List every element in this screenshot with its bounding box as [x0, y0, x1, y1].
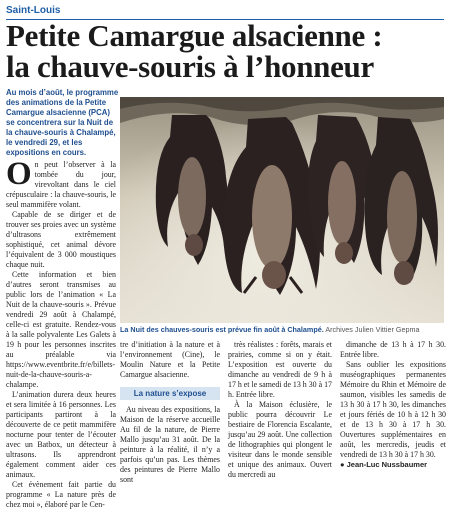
drop-cap: O: [6, 156, 32, 192]
section-label: Saint-Louis: [6, 5, 61, 16]
paragraph-1: [6, 156, 116, 210]
paragraph-10: dimanche de 13 h à 17 h 30. Entrée libre.: [340, 340, 446, 359]
paragraph-2: Capable de se diriger et de trouver ses proies avec un système d’ultrasons extrêmement sophistiqué, cet animal dévore l’équivalent de 3 000 moustiques chaque nuit.: [6, 210, 116, 269]
lead-paragraph: Au mois d’août, le programme des animations de la Petite Camargue alsacienne (PCA) se concentrera sur la Nuit de la chauve-souris à Chalampé, le vendredi 29, et les expositions en cours.: [6, 88, 119, 157]
paragraph-1-text: n peut l’observer à la tombée du jour, virevoltant dans le ciel crépusculaire : la chauve-souris, le seul mammifère volant.: [6, 160, 116, 209]
article-column-1: [6, 156, 116, 510]
paragraph-5: Cet évènement fait partie du programme « La nature près de chez moi », élaboré par le Cen-: [6, 480, 116, 509]
paragraph-9: À la Maison éclusière, le public pourra découvrir Le bestiaire de Florencia Escalante, jusqu’au 29 août. Une collection de lithographies qui plongent le visiteur dans le monde sensible et unique des animaux. Ouvert du mercredi au: [228, 400, 332, 479]
headline-line-1: Petite Camargue alsacienne :: [6, 18, 383, 53]
paragraph-11: Sans oublier les expositions muséographiques permanentes Mémoire du Rhin et Mémoire de saumon, visibles les samedis de 13 h 30 à 17 h 30, les dimanches et jours fériés de 10 h à 12 h 30 et de 13 h 30 à 17 h 30. Ouvertures supplémentaires en août, les mercredis, jeudis et vendredi de 13 h 30 à 17 h 30.: [340, 360, 446, 459]
author-signature: ● Jean-Luc Nussbaumer: [340, 460, 428, 469]
subheading: La nature s’expose: [120, 387, 220, 400]
bat-photo-illustration: [120, 97, 444, 323]
photo-credit: Archives Julien Vittier Gepma: [325, 325, 420, 334]
article-column-3: [228, 340, 332, 480]
bat-photo: [120, 97, 444, 323]
paragraph-8: très réalistes : forêts, marais et prairies, comme si on y était. L’exposition est ouverte du dimanche au vendredi de 9 h à 17 h et le samedi de 13 h 30 à 17 h. Entrée libre.: [228, 340, 332, 399]
caption-text: La Nuit des chauves-souris est prévue fin août à Chalampé.: [120, 325, 324, 334]
paragraph-6: tre d’initiation à la nature et à l’environnement (Cine), le Moulin Nature et la Petite Camargue alsacienne.: [120, 340, 220, 379]
headline: [6, 20, 446, 82]
article-column-2: [120, 340, 220, 485]
paragraph-3: Cette information et bien d’autres seront transmises au public lors de l’animation « La Nuit de la chauve-souris ». Prévue vendredi 29 août à Chalampé, celle-ci est gratuite. Rendez-vous à la salle polyvalente Les Galets à 19 h pour les personnes inscrites au préalable via https://www.eventbrite.fr/e/billets-nuit-de-la-chauve-souris-a-chalampe.: [6, 270, 116, 389]
headline-line-2: la chauve-souris à l’honneur: [6, 49, 374, 84]
article-column-4: [340, 340, 446, 470]
paragraph-7: Au niveau des expositions, la Maison de la réserve accueille Au fil de la nature, de Pierre Mallo jusqu’au 31 août. De la peinture à la réalité, il n’y a parfois qu’un pas. Les thèmes des peintures de Pierre Mallo sont: [120, 405, 220, 484]
paragraph-4: L’animation durera deux heures et sera limitée à 16 personnes. Les participants partiront à la découverte de ce petit mammifère nocturne pour tenter de l’écouter avec un Batbox, un détecteur à ultrasons. Ils apprendront également comment aider ces animaux.: [6, 390, 116, 479]
photo-caption: [120, 325, 446, 334]
